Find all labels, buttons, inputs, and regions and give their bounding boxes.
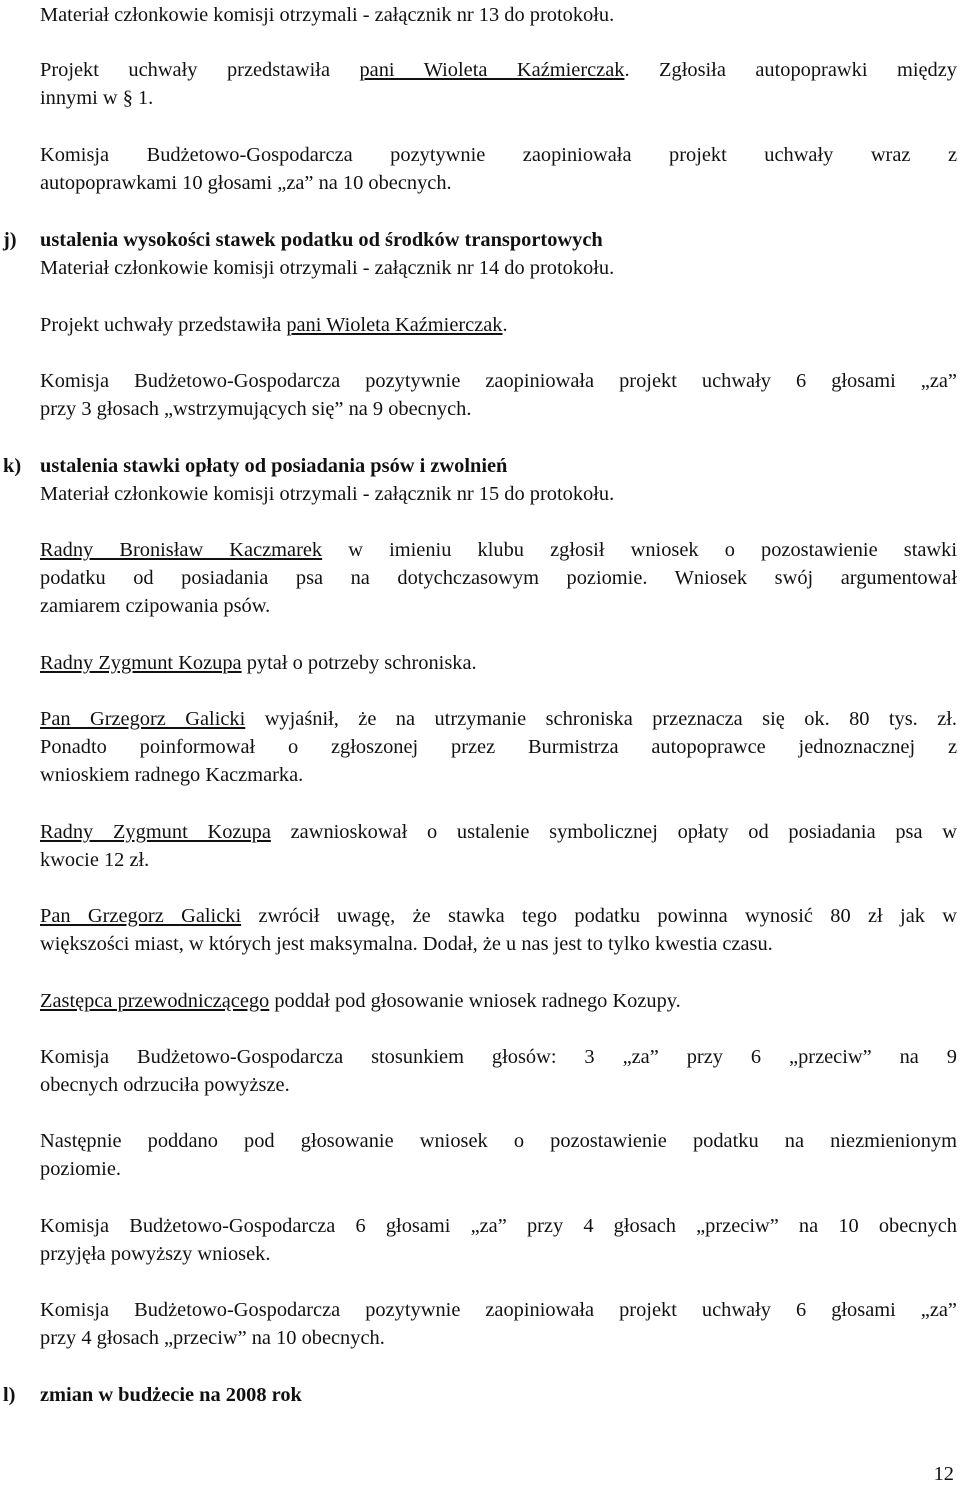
paragraph-line: poziomie. bbox=[40, 1158, 121, 1180]
person-name: Pan Grzegorz Galicki bbox=[40, 708, 246, 730]
paragraph-line: Komisja Budżetowo-Gospodarcza pozytywnie zaopiniowała projekt uchwały 6 głosami „za” bbox=[40, 370, 957, 392]
paragraph-commission-opinion bbox=[40, 141, 957, 197]
person-name: pani Wioleta Kaźmierczak bbox=[359, 59, 625, 81]
section-marker: j) bbox=[3, 229, 17, 251]
paragraph-line: Komisja Budżetowo-Gospodarcza pozytywnie zaopiniowała projekt uchwały wraz z bbox=[40, 144, 957, 166]
paragraph-line: Komisja Budżetowo-Gospodarcza pozytywnie zaopiniowała projekt uchwały 6 głosami „za” bbox=[40, 1299, 957, 1321]
paragraph-text: Materiał członkowie komisji otrzymali - załącznik nr 13 do protokołu. bbox=[40, 4, 615, 26]
paragraph-line: Radny Zygmunt Kozupa zawnioskował o ustalenie symbolicznej opłaty od posiadania psa w bbox=[40, 821, 957, 843]
person-name: Zastępca przewodniczącego bbox=[40, 990, 270, 1012]
paragraph-line: Komisja Budżetowo-Gospodarcza stosunkiem głosów: 3 „za” przy 6 „przeciw” na 9 bbox=[40, 1046, 957, 1068]
paragraph-line: Pan Grzegorz Galicki zwrócił uwagę, że stawka tego podatku powinna wynosić 80 zł jak w bbox=[40, 905, 957, 927]
section-title: ustalenia stawki opłaty od posiadania psów i zwolnień bbox=[40, 455, 508, 477]
paragraph-line: Komisja Budżetowo-Gospodarcza 6 głosami „za” przy 4 głosach „przeciw” na 10 obecnych bbox=[40, 1215, 957, 1237]
person-name: Radny Bronisław Kaczmarek bbox=[40, 539, 323, 561]
person-name: Radny Zygmunt Kozupa bbox=[40, 821, 271, 843]
paragraph-line: podatku od posiadania psa na dotychczasowym poziomie. Wniosek swój argumentował bbox=[40, 567, 957, 589]
paragraph-vote-call: Zastępca przewodniczącego poddał pod głosowanie wniosek radnego Kozupy. bbox=[40, 990, 681, 1012]
page-number: 12 bbox=[933, 1463, 954, 1485]
person-name: Pan Grzegorz Galicki bbox=[40, 905, 242, 927]
paragraph-commission-opinion bbox=[40, 1296, 957, 1352]
paragraph-line: Projekt uchwały przedstawiła pani Wioleta Kaźmierczak. Zgłosiła autopoprawki między bbox=[40, 59, 957, 81]
paragraph-galicki-remark bbox=[40, 902, 957, 958]
paragraph-kozupa-motion bbox=[40, 818, 957, 874]
paragraph-text: Materiał członkowie komisji otrzymali - załącznik nr 14 do protokołu. bbox=[40, 257, 615, 279]
paragraph-vote-result-2 bbox=[40, 1212, 957, 1268]
paragraph-line: Pan Grzegorz Galicki wyjaśnił, że na utrzymanie schroniska przeznacza się ok. 80 tys. zł. bbox=[40, 708, 958, 730]
paragraph-line: Ponadto poinformował o zgłoszonej przez Burmistrza autopoprawce jednoznacznej z bbox=[40, 736, 957, 758]
paragraph-line: Radny Bronisław Kaczmarek w imieniu klubu zgłosił wniosek o pozostawienie stawki bbox=[40, 539, 958, 561]
paragraph-galicki-explanation bbox=[40, 705, 957, 789]
paragraph-attachment-13 bbox=[40, 1, 957, 29]
paragraph-line: autopoprawkami 10 głosami „za” na 10 obecnych. bbox=[40, 172, 452, 194]
paragraph-line: zamiarem czipowania psów. bbox=[40, 595, 271, 617]
paragraph-kozupa-question: Radny Zygmunt Kozupa pytał o potrzeby schroniska. bbox=[40, 652, 477, 674]
section-title: zmian w budżecie na 2008 rok bbox=[40, 1384, 302, 1406]
paragraph-vote-call-2 bbox=[40, 1127, 957, 1183]
section-title: ustalenia wysokości stawek podatku od środków transportowych bbox=[40, 229, 603, 251]
paragraph-project-presenter: Projekt uchwały przedstawiła pani Wioleta Kaźmierczak. bbox=[40, 314, 508, 336]
section-marker: k) bbox=[3, 455, 22, 477]
paragraph-attachment-15 bbox=[40, 480, 957, 508]
paragraph-line: przy 3 głosach „wstrzymujących się” na 9 obecnych. bbox=[40, 398, 472, 420]
paragraph-vote-result-1 bbox=[40, 1043, 957, 1099]
paragraph-line: przyjęła powyższy wniosek. bbox=[40, 1243, 271, 1265]
paragraph-text: Materiał członkowie komisji otrzymali - załącznik nr 15 do protokołu. bbox=[40, 483, 615, 505]
paragraph-kaczmarek-motion bbox=[40, 536, 957, 620]
person-name: Radny Zygmunt Kozupa bbox=[40, 652, 242, 674]
paragraph-attachment-14 bbox=[40, 254, 957, 282]
paragraph-line: innymi w § 1. bbox=[40, 87, 154, 109]
paragraph-commission-opinion bbox=[40, 367, 957, 423]
paragraph-line: kwocie 12 zł. bbox=[40, 849, 150, 871]
paragraph-line: wnioskiem radnego Kaczmarka. bbox=[40, 764, 304, 786]
person-name: pani Wioleta Kaźmierczak bbox=[286, 314, 503, 336]
paragraph-line: przy 4 głosach „przeciw” na 10 obecnych. bbox=[40, 1327, 385, 1349]
paragraph-line: większości miast, w których jest maksymalna. Dodał, że u nas jest to tylko kwestia czasu. bbox=[40, 933, 773, 955]
paragraph-line: Następnie poddano pod głosowanie wniosek o pozostawienie podatku na niezmienionym bbox=[40, 1130, 957, 1152]
section-marker: l) bbox=[3, 1384, 16, 1406]
paragraph-line: obecnych odrzuciła powyższe. bbox=[40, 1074, 290, 1096]
paragraph-project-presenter bbox=[40, 56, 957, 112]
